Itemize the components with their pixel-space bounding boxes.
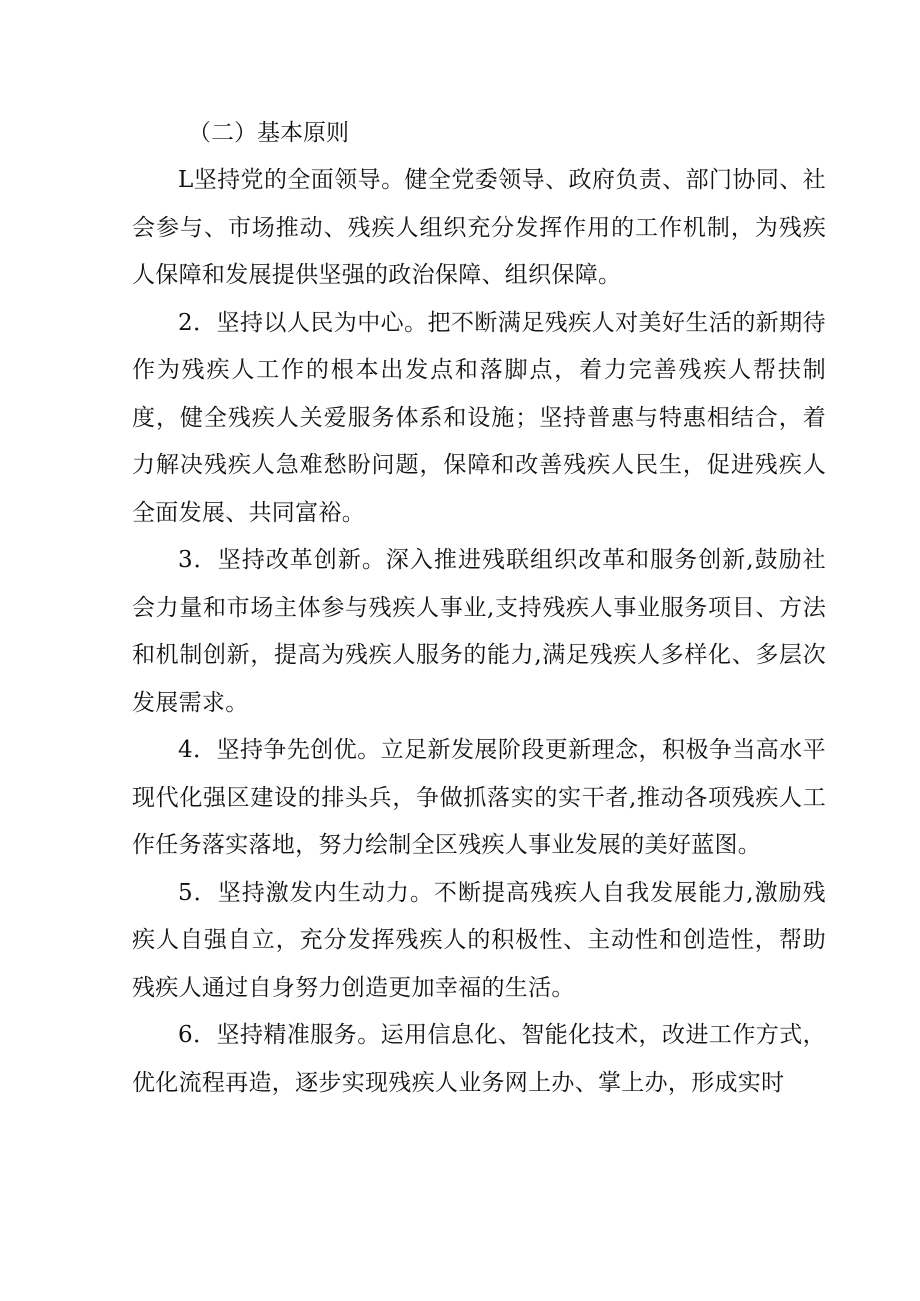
document-body xyxy=(132,110,826,1107)
principle-paragraph-2: 2．坚持以人民为中心。把不断满足残疾人对美好生活的新期待作为残疾人工作的根本出发点和落脚点，着力完善残疾人帮扶制度，健全残疾人关爱服务体系和设施；坚持普惠与特惠相结合，着力解决残疾人急难愁盼问题，保障和改善残疾人民生，促进残疾人全面发展、共同富裕。 xyxy=(132,309,826,526)
principle-paragraph-5: 5．坚持激发内生动力。不断提高残疾人自我发展能力,激励残疾人自强自立，充分发挥残疾人的积极性、主动性和创造性，帮助残疾人通过自身努力创造更加幸福的生活。 xyxy=(132,879,826,1001)
principle-paragraph-3: 3．坚持改革创新。深入推进残联组织改革和服务创新,鼓励社会力量和市场主体参与残疾人事业,支持残疾人事业服务项目、方法和机制创新，提高为残疾人服务的能力,满足残疾人多样化、多层次发展需求。 xyxy=(132,547,826,716)
section-heading: （二）基本原则 xyxy=(188,120,349,146)
principle-paragraph-1: L坚持党的全面领导。健全党委领导、政府负责、部门协同、社会参与、市场推动、残疾人组织充分发挥作用的工作机制，为残疾人保障和发展提供坚强的政治保障、组织保障。 xyxy=(132,167,826,288)
principle-paragraph-6: 6．坚持精准服务。运用信息化、智能化技术，改进工作方式，优化流程再造，逐步实现残疾人业务网上办、掌上办，形成实时 xyxy=(132,1022,826,1096)
principle-paragraph-4: 4．坚持争先创优。立足新发展阶段更新理念，积极争当高水平现代化强区建设的排头兵，争做抓落实的实干者,推动各项残疾人工作任务落实落地，努力绘制全区残疾人事业发展的美好蓝图。 xyxy=(132,737,826,858)
